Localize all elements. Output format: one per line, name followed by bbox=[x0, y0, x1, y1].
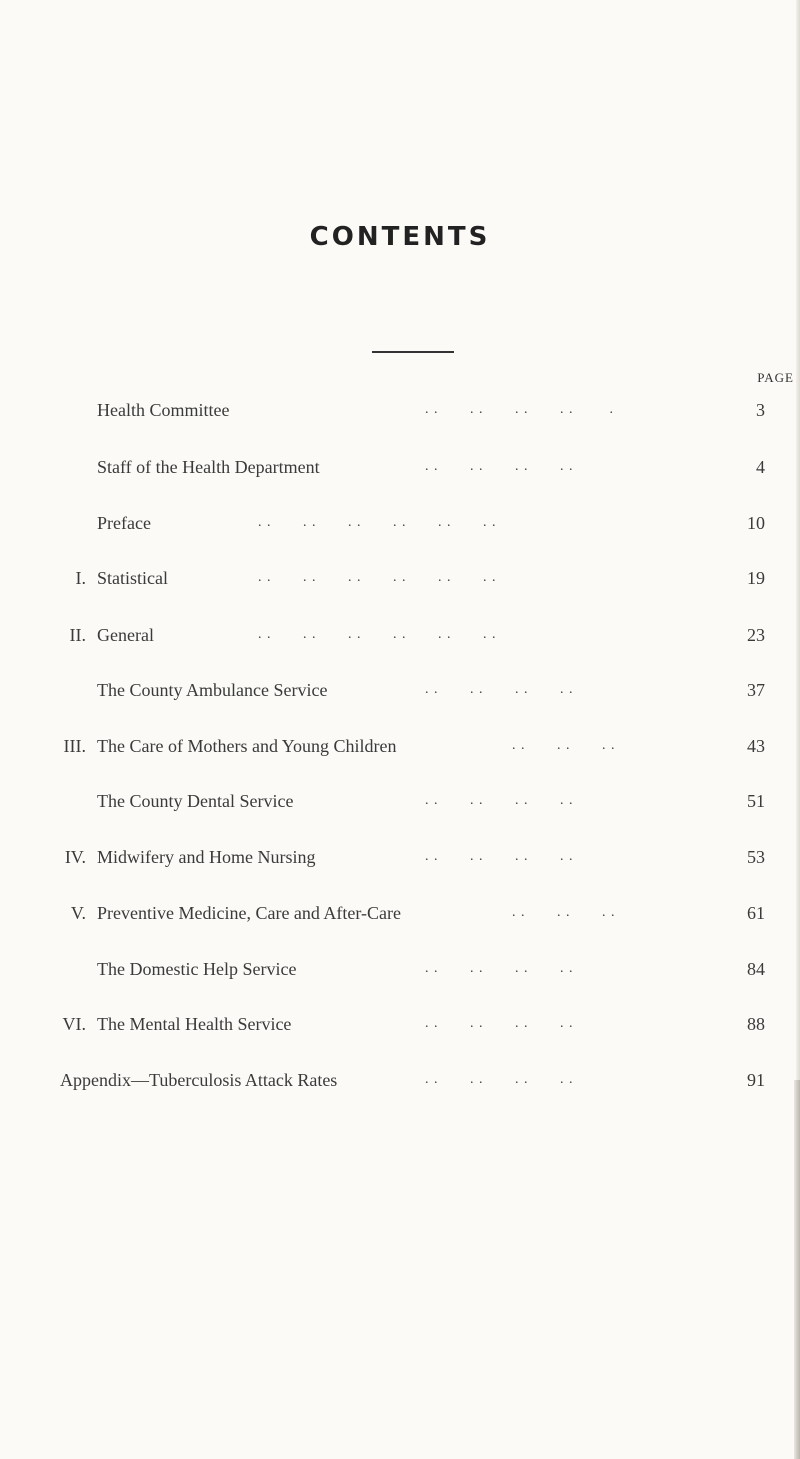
page-number: 88 bbox=[747, 1014, 765, 1034]
dot-leader: . . . . . . . . bbox=[425, 793, 574, 808]
dot-leader: . . . . . . bbox=[512, 738, 616, 753]
dot-leader: . . . . . . . . bbox=[425, 1016, 574, 1031]
toc-row bbox=[0, 734, 800, 758]
page-title: CONTENTS bbox=[309, 222, 491, 252]
dot-leader: . . . . . . . . . . . . bbox=[258, 515, 497, 530]
entry-title: Statistical bbox=[97, 568, 168, 588]
chapter-numeral: III. bbox=[63, 736, 86, 756]
page-number: 3 bbox=[756, 400, 765, 420]
entry-title: Preventive Medicine, Care and After-Care bbox=[97, 903, 402, 923]
dot-leader: . . . . . . . . bbox=[425, 682, 574, 697]
toc-row bbox=[0, 901, 800, 925]
toc-row bbox=[0, 789, 800, 813]
page-number: 4 bbox=[756, 457, 765, 477]
toc-row bbox=[0, 1068, 800, 1092]
entry-title: The Domestic Help Service bbox=[97, 959, 297, 979]
dot-leader: . . . . . . . . bbox=[425, 1072, 574, 1087]
page-edge-shadow bbox=[794, 1080, 800, 1459]
entry-title: The County Dental Service bbox=[97, 791, 294, 811]
chapter-numeral: II. bbox=[69, 625, 86, 645]
entry-title: The Care of Mothers and Young Children bbox=[97, 736, 397, 756]
toc-row bbox=[0, 845, 800, 869]
page-number: 84 bbox=[747, 959, 765, 979]
title-rule bbox=[372, 351, 454, 353]
dot-leader: . . . . . . . . bbox=[425, 961, 574, 976]
toc-row bbox=[0, 623, 800, 647]
dot-leader: . . . . . . . . bbox=[425, 849, 574, 864]
dot-leader: . . . . . . . . . . . . bbox=[258, 570, 497, 585]
chapter-numeral: V. bbox=[70, 903, 86, 923]
page-number: 91 bbox=[747, 1070, 765, 1090]
toc-row bbox=[0, 398, 800, 422]
dot-leader: . . . . . . . . . . . . bbox=[258, 627, 497, 642]
page-number: 23 bbox=[747, 625, 765, 645]
chapter-numeral: I. bbox=[75, 568, 86, 588]
entry-title: Midwifery and Home Nursing bbox=[97, 847, 316, 867]
dot-leader: . . . . . . . . bbox=[425, 459, 574, 474]
page-number: 51 bbox=[747, 791, 765, 811]
entry-title: Staff of the Health Department bbox=[97, 457, 320, 477]
page-number: 10 bbox=[747, 513, 765, 533]
chapter-numeral: VI. bbox=[62, 1014, 86, 1034]
page-number: 37 bbox=[747, 680, 765, 700]
toc-row bbox=[0, 511, 800, 535]
page-column-label: PAGE bbox=[757, 370, 794, 385]
toc-row bbox=[0, 566, 800, 590]
toc-row bbox=[0, 1012, 800, 1036]
entry-title: The County Ambulance Service bbox=[97, 680, 328, 700]
entry-title: Appendix—Tuberculosis Attack Rates bbox=[60, 1070, 338, 1090]
toc-row bbox=[0, 455, 800, 479]
page-number: 43 bbox=[747, 736, 765, 756]
page-number: 61 bbox=[747, 903, 765, 923]
toc-row bbox=[0, 678, 800, 702]
entry-title: Health Committee bbox=[97, 400, 230, 420]
dot-leader: . . . . . . bbox=[512, 905, 616, 920]
toc-row bbox=[0, 957, 800, 981]
chapter-numeral: IV. bbox=[64, 847, 86, 867]
page-number: 53 bbox=[747, 847, 765, 867]
entry-title: Preface bbox=[97, 513, 151, 533]
entry-title: General bbox=[97, 625, 154, 645]
dot-leader: . . . . . . . . . bbox=[425, 402, 614, 417]
entry-title: The Mental Health Service bbox=[97, 1014, 292, 1034]
page-number: 19 bbox=[747, 568, 765, 588]
